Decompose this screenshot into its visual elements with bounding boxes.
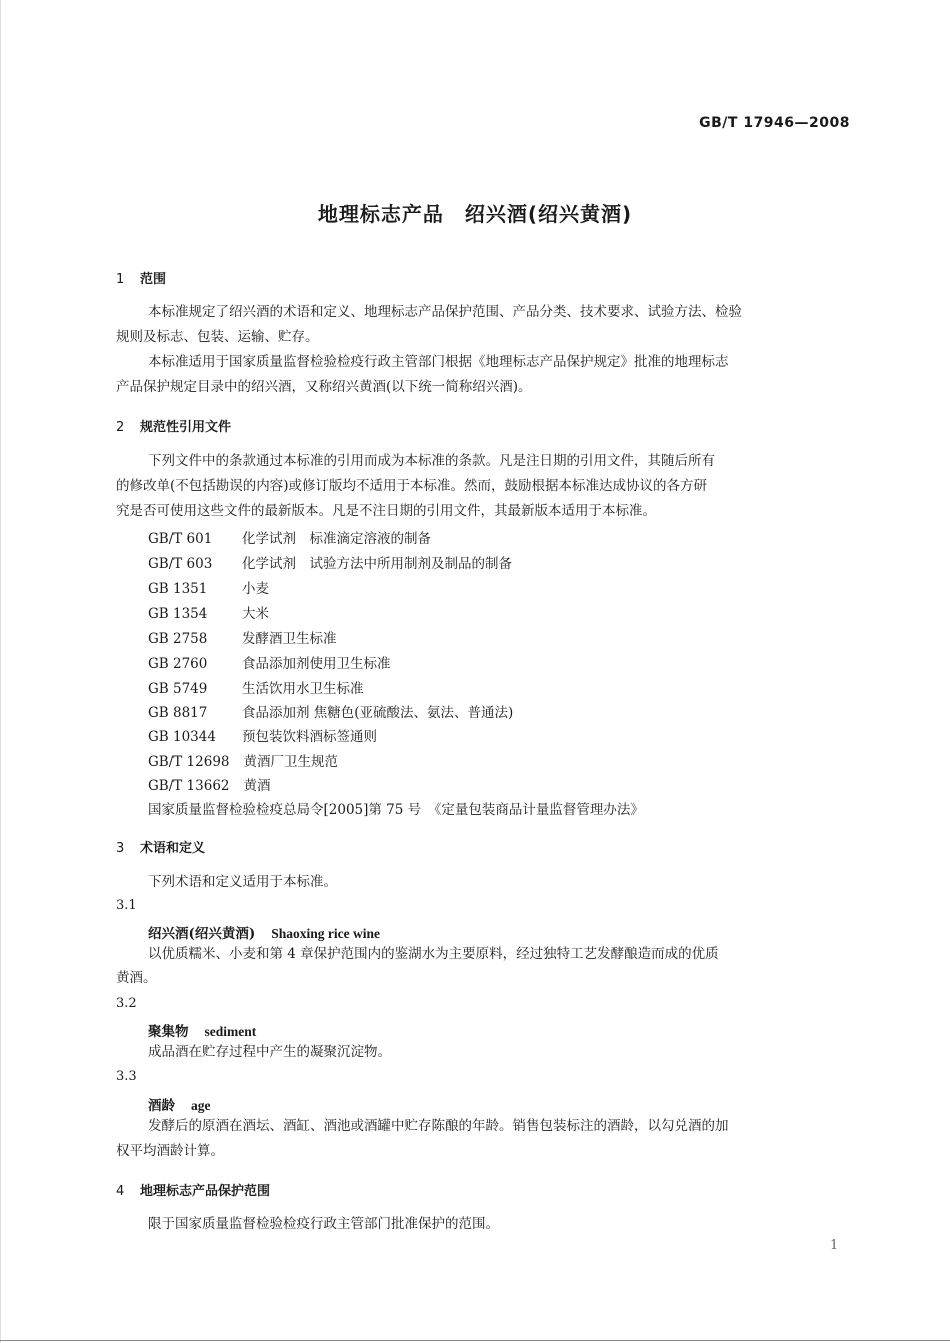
reference-item [148, 701, 513, 721]
reference-code: GB/T 13662 [148, 778, 230, 794]
section-title: 地理标志产品保护范围 [140, 1184, 271, 1199]
document-title: 地理标志产品 绍兴酒(绍兴黄酒) [317, 202, 633, 226]
term-heading [148, 1094, 211, 1114]
reference-code: GB 1351 [148, 581, 208, 597]
reference-item [148, 552, 512, 572]
term-heading [148, 1020, 256, 1040]
paragraph-line: 究是否可使用这些文件的最新版本。凡是不注日期的引用文件，其最新版本适用于本标准。 [116, 503, 656, 519]
page-number: 1 [830, 1238, 839, 1253]
reference-title: 预包装饮料酒标签通则 [242, 729, 377, 745]
reference-item [148, 677, 364, 697]
reference-code: GB/T 12698 [148, 754, 230, 770]
paragraph-line: 限于国家质量监督检验检疫行政主管部门批准保护的范围。 [148, 1216, 499, 1232]
reference-item [148, 577, 269, 597]
reference-title: 食品添加剂 焦糖色(亚硫酸法、氨法、普通法) [242, 705, 514, 721]
section-number: 2 [116, 420, 125, 435]
term-number: 3.3 [116, 1069, 137, 1084]
reference-item [148, 774, 271, 794]
section-number: 4 [116, 1184, 125, 1199]
paragraph-line: 下列文件中的条款通过本标准的引用而成为本标准的条款。凡是注日期的引用文件，其随后所有 [148, 453, 715, 469]
reference-code: GB 2758 [148, 631, 208, 647]
reference-code: GB 10344 [148, 729, 216, 745]
reference-title: 食品添加剂使用卫生标准 [242, 656, 391, 672]
reference-title: 化学试剂 试验方法中所用制剂及制品的制备 [242, 556, 512, 572]
section-2-heading [116, 416, 231, 435]
term-cn: 聚集物 [148, 1024, 189, 1040]
section-number: 3 [116, 841, 125, 856]
paragraph-line: 本标准规定了绍兴酒的术语和定义、地理标志产品保护范围、产品分类、技术要求、试验方法、检验 [148, 304, 742, 320]
term-number: 3.2 [116, 996, 137, 1011]
section-title: 范围 [140, 272, 167, 287]
term-heading [148, 922, 380, 942]
reference-title: 大米 [242, 606, 269, 622]
section-4-heading [116, 1180, 270, 1199]
reference-item [148, 602, 269, 622]
reference-title: 黄酒 [243, 778, 271, 794]
section-title: 规范性引用文件 [140, 420, 232, 435]
reference-item [148, 527, 431, 547]
reference-code: GB/T 603 [148, 556, 213, 572]
reference-code: GB 2760 [148, 656, 208, 672]
reference-decree: 国家质量监督检验检疫总局令[2005]第 75 号 《定量包装商品计量监督管理办法》 [148, 802, 644, 818]
reference-item [148, 725, 377, 745]
reference-code: GB 1354 [148, 606, 208, 622]
reference-item [148, 652, 391, 672]
paragraph-line: 本标准适用于国家质量监督检验检疫行政主管部门根据《地理标志产品保护规定》批准的地理标志 [148, 354, 729, 370]
reference-code: GB 8817 [148, 705, 208, 721]
section-title: 术语和定义 [140, 841, 206, 856]
reference-item [148, 750, 338, 770]
term-en: age [191, 1098, 211, 1113]
scan-edge-bottom [0, 1340, 950, 1341]
section-1-heading [116, 268, 166, 287]
paragraph-line: 下列术语和定义适用于本标准。 [148, 874, 337, 890]
term-cn: 酒龄 [148, 1098, 175, 1114]
paragraph-line: 以优质糯米、小麦和第 4 章保护范围内的鉴湖水为主要原料，经过独特工艺发酵酿造而成的优质 [148, 946, 719, 962]
paragraph-line: 黄酒。 [116, 970, 157, 986]
reference-title: 小麦 [242, 581, 269, 597]
reference-item [148, 627, 337, 647]
paragraph-line: 成品酒在贮存过程中产生的凝聚沉淀物。 [148, 1044, 391, 1060]
paragraph-line: 权平均酒龄计算。 [116, 1143, 224, 1159]
reference-title: 化学试剂 标准滴定溶液的制备 [242, 531, 431, 547]
reference-code: GB/T 601 [148, 531, 213, 547]
paragraph-line: 产品保护规定目录中的绍兴酒，又称绍兴黄酒(以下统一简称绍兴酒)。 [116, 379, 532, 395]
reference-title: 黄酒厂卫生规范 [243, 754, 338, 770]
paragraph-line: 的修改单(不包括勘误的内容)或修订版均不适用于本标准。然而，鼓励根据本标准达成协议的各方研 [116, 478, 708, 494]
term-number: 3.1 [116, 898, 137, 913]
reference-title: 生活饮用水卫生标准 [242, 681, 364, 697]
section-number: 1 [116, 272, 125, 287]
term-cn: 绍兴酒(绍兴黄酒) [148, 926, 256, 942]
term-en: Shaoxing rice wine [271, 926, 381, 941]
term-en: sediment [204, 1024, 257, 1039]
paragraph-line: 规则及标志、包装、运输、贮存。 [116, 329, 319, 345]
standard-code: GB/T 17946—2008 [699, 115, 850, 131]
reference-title: 发酵酒卫生标准 [242, 631, 337, 647]
reference-code: GB 5749 [148, 681, 208, 697]
paragraph-line: 发酵后的原酒在酒坛、酒缸、酒池或酒罐中贮存陈酿的年龄。销售包装标注的酒龄，以勾兑酒的加 [148, 1118, 729, 1134]
section-3-heading [116, 837, 205, 856]
